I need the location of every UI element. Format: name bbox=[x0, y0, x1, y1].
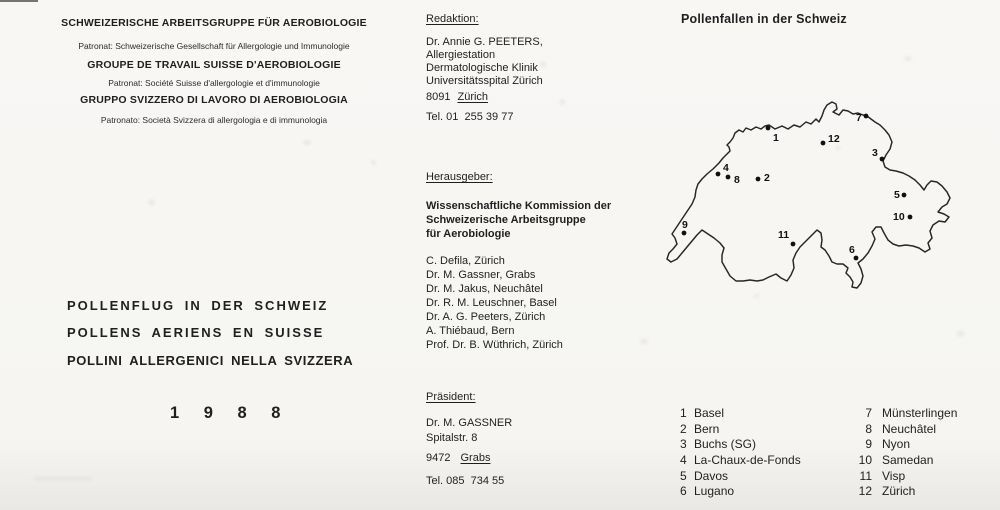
legend-name: Buchs (SG) bbox=[694, 437, 757, 452]
legend-row bbox=[856, 406, 957, 422]
station-dot bbox=[902, 193, 907, 198]
herausgeber-org-line: Schweizerische Arbeitsgruppe bbox=[426, 214, 586, 226]
legend-row bbox=[680, 437, 801, 453]
postal-city: Grabs bbox=[460, 452, 491, 464]
member-line: Dr. M. Jakus, Neuchâtel bbox=[426, 283, 543, 295]
postal-city: Zürich bbox=[457, 91, 489, 103]
legend-number: 1 bbox=[680, 406, 687, 420]
org-patronat-german: Patronat: Schweizerische Gesellschaft für Allergologie und Immunologie bbox=[78, 41, 350, 51]
station-marker bbox=[856, 112, 868, 124]
station-marker bbox=[682, 219, 688, 235]
herausgeber-org-line: für Aerobiologie bbox=[426, 228, 511, 240]
station-dot bbox=[716, 172, 721, 177]
redaktion-heading: Redaktion: bbox=[426, 13, 479, 25]
legend-name: Nyon bbox=[882, 437, 911, 452]
station-dot bbox=[682, 231, 687, 236]
station-dot bbox=[880, 157, 885, 162]
member-line: Dr. M. Gassner, Grabs bbox=[426, 269, 536, 281]
redaktion-postal-line bbox=[426, 91, 488, 104]
legend-name: La-Chaux-de-Fonds bbox=[694, 453, 801, 468]
member-line: Dr. R. M. Leuschner, Basel bbox=[426, 297, 557, 309]
legend-number: 4 bbox=[680, 453, 687, 468]
org-patronat-italian: Patronato: Società Svizzera di allergologia e di immunologia bbox=[100, 115, 328, 125]
legend-number: 3 bbox=[680, 437, 687, 452]
station-marker bbox=[726, 174, 740, 186]
org-name-italian: GRUPPO SVIZZERO DI LAVORO DI AEROBIOLOGIA bbox=[80, 94, 348, 106]
praesident-phone: Tel. 085 734 55 bbox=[426, 475, 505, 487]
legend-name: Lugano bbox=[694, 484, 735, 499]
station-number: 11 bbox=[778, 229, 790, 241]
scan-smudge bbox=[957, 331, 964, 336]
legend-row bbox=[856, 453, 957, 469]
redaktion-line: Allergiestation bbox=[426, 49, 496, 61]
legend-name: Münsterlingen bbox=[882, 406, 958, 420]
praesident-line: Dr. M. GASSNER bbox=[426, 417, 513, 429]
scan-streak bbox=[34, 477, 92, 480]
herausgeber-org-line: Wissenschaftliche Kommission der bbox=[426, 200, 612, 212]
member-line: C. Defila, Zürich bbox=[426, 255, 505, 267]
switzerland-outline bbox=[667, 102, 950, 288]
legend-row bbox=[680, 406, 801, 422]
postal-code: 8091 bbox=[426, 91, 451, 103]
station-dot bbox=[766, 126, 771, 131]
commission-members bbox=[426, 254, 563, 352]
legend-number: 6 bbox=[680, 484, 687, 499]
legend-name: Bern bbox=[694, 421, 720, 436]
scan-smudge bbox=[905, 56, 911, 61]
map-legend-right bbox=[856, 406, 957, 500]
station-number: 7 bbox=[856, 112, 862, 124]
redaktion-line: Dermatologische Klinik bbox=[426, 62, 538, 74]
redaktion-line: Dr. Annie G. PEETERS, bbox=[426, 36, 543, 48]
station-dot bbox=[756, 177, 761, 182]
station-number: 10 bbox=[893, 211, 905, 223]
station-number: 12 bbox=[828, 133, 840, 145]
org-name-german: SCHWEIZERISCHE ARBEITSGRUPPE FÜR AEROBIOLOGIE bbox=[61, 17, 367, 29]
station-marker bbox=[821, 133, 840, 145]
legend-name: Samedan bbox=[882, 453, 934, 468]
legend-number: 12 bbox=[858, 484, 872, 499]
legend-name: Davos bbox=[694, 468, 729, 483]
legend-name: Basel bbox=[694, 406, 725, 420]
publication-year: 1 9 8 8 bbox=[170, 404, 291, 422]
scan-smudge bbox=[371, 160, 376, 165]
praesident-line: Spitalstr. 8 bbox=[426, 432, 478, 444]
org-name-french: GROUPE DE TRAVAIL SUISSE D'AEROBIOLOGIE bbox=[87, 59, 341, 71]
station-dot bbox=[726, 175, 731, 180]
legend-name: Neuchâtel bbox=[882, 421, 937, 436]
herausgeber-heading: Herausgeber: bbox=[426, 171, 493, 183]
member-line: Dr. A. G. Peeters, Zürich bbox=[426, 311, 546, 323]
station-marker bbox=[893, 211, 912, 223]
legend-name: Visp bbox=[882, 468, 906, 483]
praesident-heading: Präsident: bbox=[426, 391, 476, 403]
postal-code: 9472 bbox=[426, 452, 451, 464]
redaktion-phone: Tel. 01 255 39 77 bbox=[426, 111, 514, 123]
legend-number: 8 bbox=[865, 421, 872, 436]
publication-title-french: POLLENS AERIENS EN SUISSE bbox=[67, 325, 325, 340]
switzerland-map bbox=[650, 75, 1000, 305]
station-marker bbox=[894, 189, 906, 201]
legend-number: 7 bbox=[865, 406, 872, 420]
legend-number: 10 bbox=[858, 453, 872, 468]
station-marker bbox=[756, 172, 770, 184]
org-patronat-french: Patronat: Société Suisse d'allergologie et d'immunologie bbox=[108, 78, 320, 88]
scan-smudge bbox=[560, 99, 565, 105]
legend-row bbox=[680, 453, 801, 469]
publication-title-german: POLLENFLUG IN DER SCHWEIZ bbox=[67, 298, 329, 313]
scan-smudge bbox=[641, 339, 647, 344]
legend-number: 9 bbox=[865, 437, 872, 452]
station-dot bbox=[821, 141, 826, 146]
legend-number: 5 bbox=[680, 468, 687, 483]
legend-row bbox=[856, 422, 957, 438]
legend-row bbox=[680, 484, 801, 500]
herausgeber-organization bbox=[426, 199, 611, 241]
station-number: 8 bbox=[734, 174, 740, 186]
station-marker bbox=[849, 244, 858, 260]
scan-smudge bbox=[303, 140, 311, 145]
publication-title-italian: POLLINI ALLERGENICI NELLA SVIZZERA bbox=[67, 353, 354, 368]
praesident-postal-line bbox=[426, 452, 490, 465]
member-line: Prof. Dr. B. Wüthrich, Zürich bbox=[426, 339, 563, 351]
redaktion-address bbox=[426, 36, 543, 88]
redaktion-line: Universitätsspital Zürich bbox=[426, 75, 543, 87]
map-title: Pollenfallen in der Schweiz bbox=[681, 12, 847, 26]
station-dot bbox=[791, 242, 796, 247]
station-number: 1 bbox=[773, 132, 779, 144]
station-number: 3 bbox=[872, 147, 878, 159]
legend-number: 11 bbox=[859, 468, 872, 483]
station-number: 9 bbox=[682, 219, 688, 231]
legend-row bbox=[680, 422, 801, 438]
member-line: A. Thiébaud, Bern bbox=[426, 325, 515, 337]
station-number: 6 bbox=[849, 244, 855, 256]
station-dot bbox=[864, 114, 869, 119]
praesident-address bbox=[426, 416, 512, 446]
station-dot bbox=[854, 256, 859, 261]
scan-artifact-line bbox=[0, 0, 38, 2]
scan-smudge bbox=[148, 200, 155, 205]
legend-row bbox=[856, 437, 957, 453]
map-legend-left bbox=[680, 406, 801, 500]
legend-row bbox=[856, 484, 957, 500]
station-number: 5 bbox=[894, 189, 900, 201]
station-marker bbox=[778, 229, 795, 246]
legend-name: Zürich bbox=[882, 484, 916, 499]
station-dot bbox=[908, 215, 913, 220]
station-marker bbox=[872, 147, 884, 161]
legend-row bbox=[680, 469, 801, 485]
legend-number: 2 bbox=[680, 421, 687, 436]
station-number: 2 bbox=[764, 172, 770, 184]
legend-row bbox=[856, 469, 957, 485]
station-number: 4 bbox=[723, 162, 729, 174]
